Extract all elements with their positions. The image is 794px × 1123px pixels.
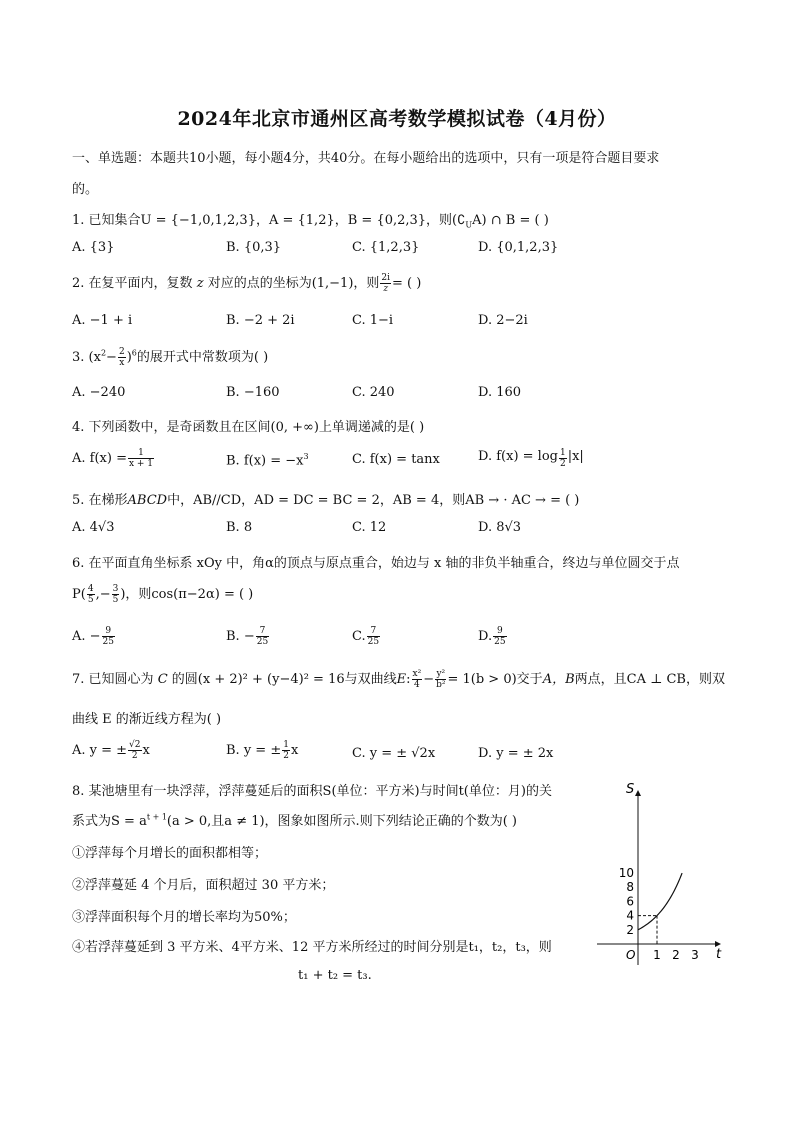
q6-option-c: C. $\frac{7}{25}$ [352,626,380,647]
q6-option-a: A. − $\frac{9}{25}$ [72,626,114,647]
q1-option-a: A. {3} [72,240,115,255]
y-tick-label: 8 [626,880,634,895]
exponential-graph [590,775,730,970]
question-4: 4. 下列函数中，是奇函数且在区间(0, +∞)上单调递减的是( ) [72,420,425,435]
q1-option-b: B. {0,3} [226,240,282,255]
question-2: 2. 在复平面内，复数 z 对应的点的坐标为(1,−1)，则 $\frac{2i}{z}$ = ( ) [72,273,422,294]
exponential-curve [638,873,682,930]
q4-option-b: B. $f(x) = -x^3$ [226,452,309,469]
q3-option-d: D. 160 [478,385,522,400]
q2-option-d: D. 2−2i [478,313,528,328]
q7-option-b: B. y = ± $\frac{1}{2}$ x [226,740,299,761]
q4-option-a: A. f(x) = $\frac{1}{x + 1}$ [72,448,154,469]
question-3: 3. ($x^2-$ $\frac{2}{x}$ )$^6$的展开式中常数项为( ) [72,347,269,368]
y-axis-label: S [626,782,635,797]
q5-option-d: D. 8√3 [478,520,522,535]
section-heading: 一、单选题：本题共10小题，每小题4分，共40分。在每小题给出的选项中，只有一项是符合题目要求 [72,151,660,166]
y-tick-label: 4 [626,908,634,923]
q8-statement-3: ③浮萍面积每个月的增长率均为50%； [72,910,296,925]
q8-statement-4: ④若浮萍蔓延到 3 平方米、4平方米、12 平方米所经过的时间分别是t₁，t₂，t₃，则 [72,940,552,955]
q4-option-d: D. f(x) = log $\frac{1}{2}$ |x| [478,448,584,469]
section-heading-cont: 的。 [72,182,99,197]
question-7-cont: 曲线 E 的渐近线方程为( ) [72,712,222,727]
q2-option-b: B. −2 + 2i [226,313,295,328]
question-1: 1. 已知集合U = {−1,0,1,2,3}，A = {1,2}，B = {0,2,3}，则$(∁_UA)$ ∩ B = ( ) [72,213,549,230]
x-axis-label: t [716,947,722,962]
q6-option-b: B. − $\frac{7}{25}$ [226,626,269,647]
x-tick-label: 2 [672,948,680,962]
q2-option-c: C. 1−i [352,313,394,328]
question-8-cont: 系式为$S = a^{t + 1}(a > 0$,且a ≠ 1)，图象如图所示.则下列结论正确的个数为( ) [72,812,517,829]
q3-option-c: C. 240 [352,385,395,400]
q5-option-b: B. 8 [226,520,253,535]
q6-option-d: D. $\frac{9}{25}$ [478,626,506,647]
q4-option-c: C. f(x) = tanx [352,452,440,467]
question-8: 8. 某池塘里有一块浮萍，浮萍蔓延后的面积S(单位：平方米)与时间t(单位：月)的关 [72,784,552,799]
q3-option-b: B. −160 [226,385,280,400]
question-6-cont: P( $\frac{4}{5}$ ,− $\frac{3}{5}$ )，则cos(π−2α) = ( ) [72,584,254,605]
q8-statement-1: ①浮萍每个月增长的面积都相等； [72,846,268,861]
q3-option-a: A. −240 [72,385,126,400]
question-5: 5. 在梯形ABCD中，AB//CD，AD = DC = BC = 2，AB = 4，则AB → · AC → = ( ) [72,493,580,508]
q2-option-a: A. −1 + i [72,313,133,328]
q1-option-c: C. {1,2,3} [352,240,420,255]
q1-option-d: D. {0,1,2,3} [478,240,559,255]
x-tick-label: 3 [691,948,699,962]
question-6: 6. 在平面直角坐标系 xOy 中，角α的顶点与原点重合，始边与 x 轴的非负半轴重合，终边与单位圆交于点 [72,556,680,571]
q5-option-a: A. 4√3 [72,520,115,535]
q8-statement-2: ②浮萍蔓延 4 个月后，面积超过 30 平方米； [72,878,335,893]
y-tick-label: 2 [626,922,634,937]
q5-option-c: C. 12 [352,520,387,535]
q8-conclusion: t₁ + t₂ = t₃. [298,968,372,983]
question-7: 7. 已知圆心为 C 的圆(x + 2)² + (y−4)² = 16与双曲线E: $\frac{\text{x²}}{4}$ − $\frac{\text{y²}}{\text{b²}}$ = 1(b > 0)交于A，B两点，且CA ⊥ CB，则双 [72,669,725,690]
y-tick-label: 10 [618,866,634,880]
page-title: 2024年北京市通州区高考数学模拟试卷（4月份） [177,108,617,130]
y-tick-label: 6 [626,894,634,909]
q7-option-c: C. y = ± √2x [352,746,436,761]
q7-option-d: D. y = ± 2x [478,746,554,761]
origin-label: O [626,948,636,962]
x-tick-label: 1 [653,948,661,962]
q7-option-a: A. y = ± $\frac{√2}{2}$ x [72,740,150,761]
